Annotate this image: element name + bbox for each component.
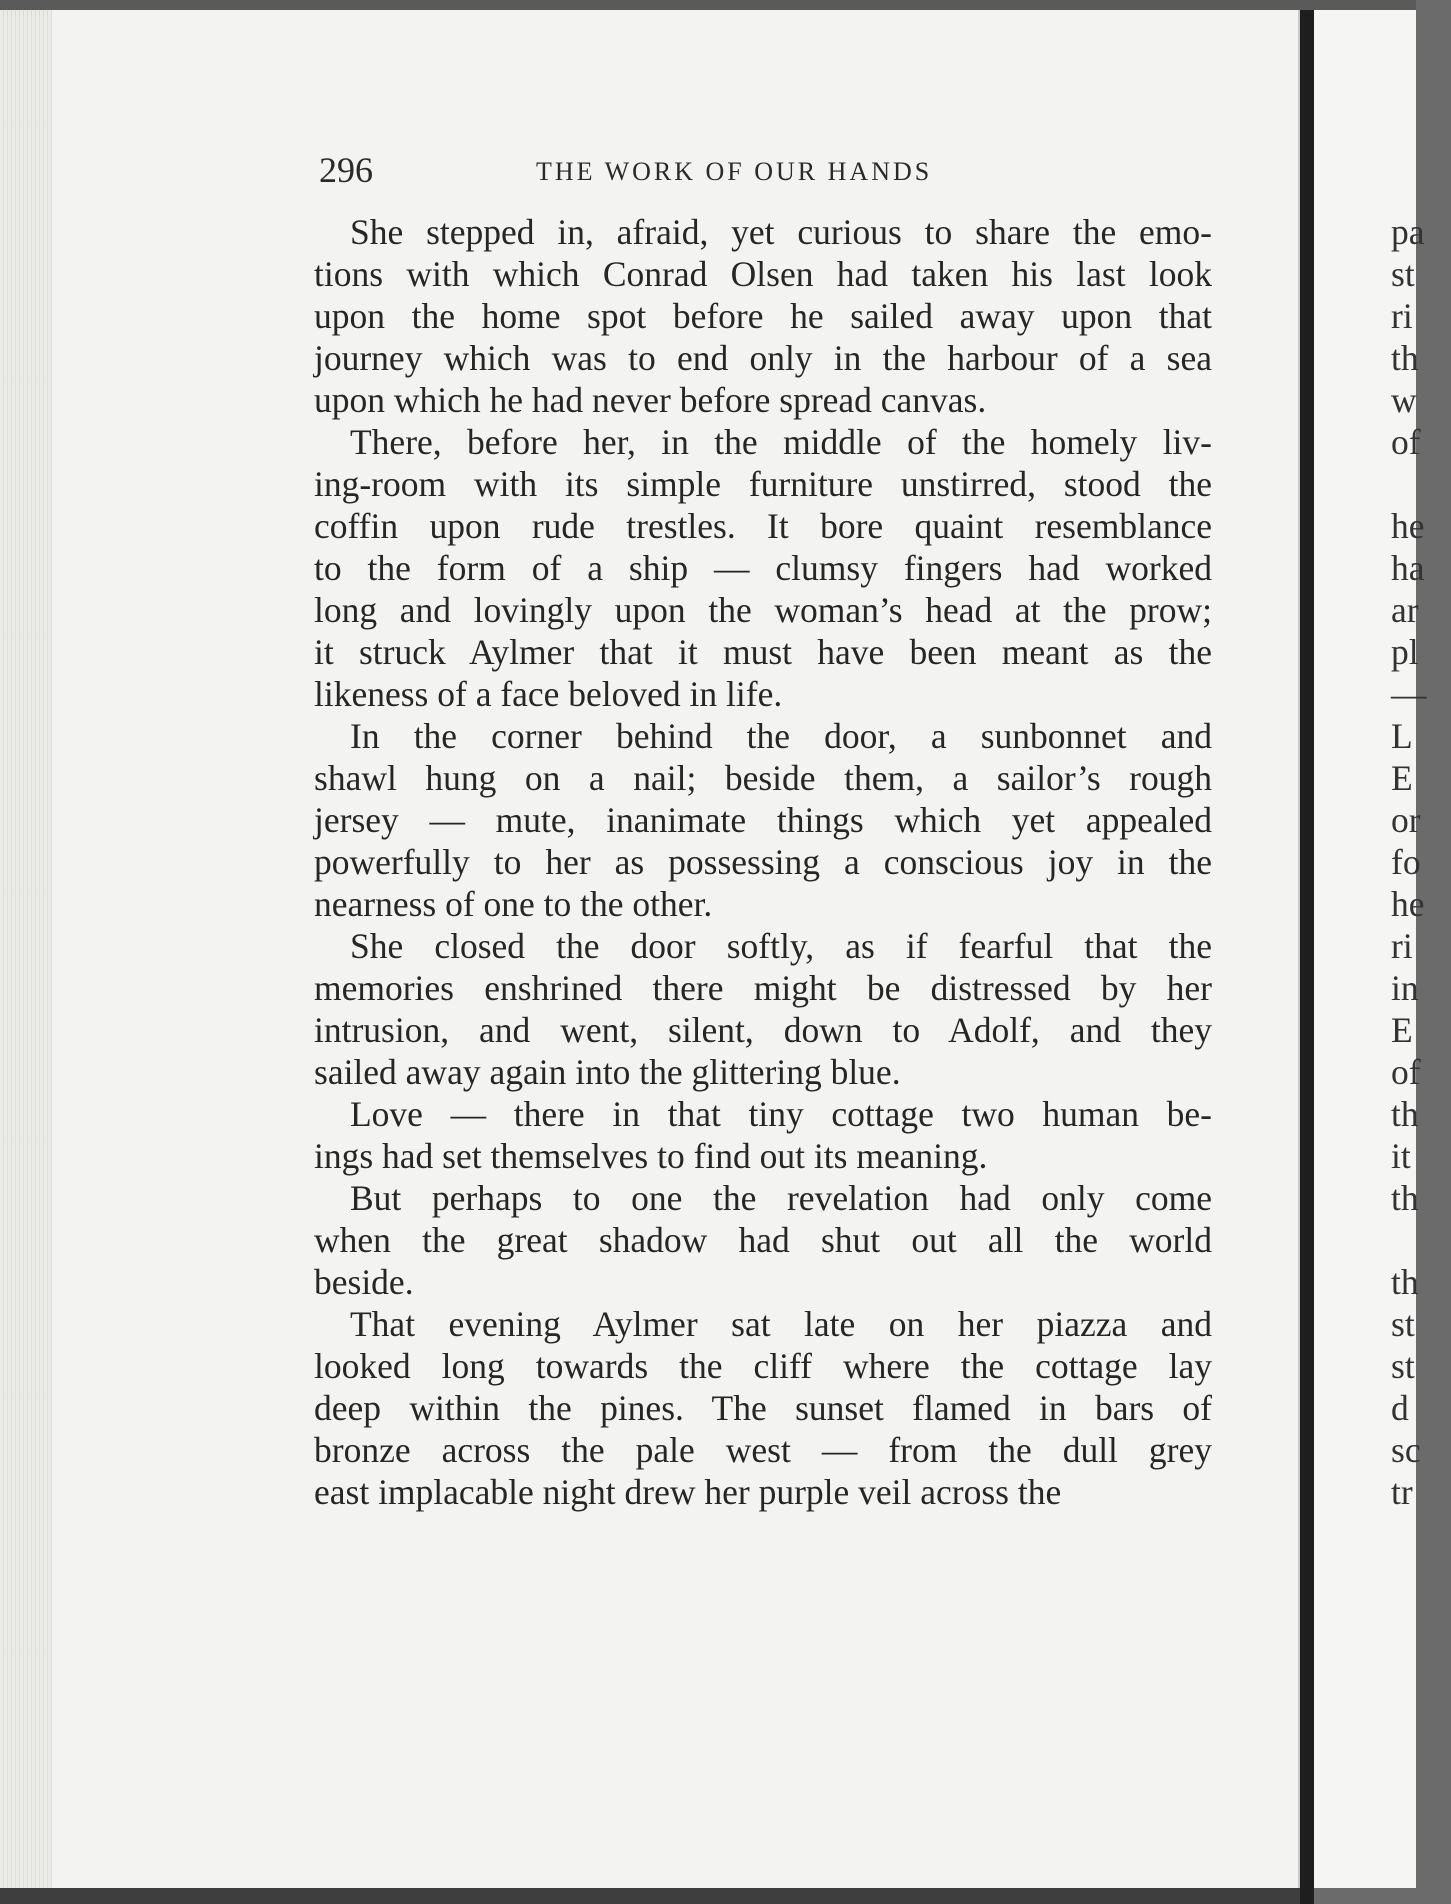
right-page-fragment: or — [1391, 800, 1421, 840]
text-line: But perhaps to one the revelation had only come — [350, 1178, 1212, 1218]
paragraph — [314, 715, 1212, 925]
right-page-fragment: E — [1391, 758, 1413, 798]
text-line: it struck Aylmer that it must have been meant as the — [314, 632, 1212, 672]
right-page-fragment: pl — [1391, 632, 1419, 672]
right-page-fragment: he — [1391, 506, 1425, 546]
right-page-fragment: sc — [1391, 1430, 1421, 1470]
right-page-fragment: tr — [1391, 1472, 1413, 1512]
right-page-fragment: w — [1391, 380, 1417, 420]
right-page-fragment: pa — [1391, 212, 1425, 252]
text-line: likeness of a face beloved in life. — [314, 674, 783, 714]
text-line: beside. — [314, 1262, 414, 1302]
text-line: shawl hung on a nail; beside them, a sailor’s rough — [314, 758, 1212, 798]
right-page-fragment: ar — [1391, 590, 1419, 630]
paragraph — [314, 1177, 1212, 1303]
book-gutter — [1300, 10, 1314, 1904]
scan-bottom-edge — [0, 1888, 1300, 1904]
right-page-fragment: E — [1391, 1010, 1413, 1050]
scan-top-edge — [0, 0, 1416, 10]
paragraph — [314, 1303, 1212, 1513]
paragraph — [314, 925, 1212, 1093]
text-line: nearness of one to the other. — [314, 884, 713, 924]
text-line: long and lovingly upon the woman’s head at the prow; — [314, 590, 1212, 630]
right-page-fragment: ri — [1391, 926, 1413, 966]
right-page-text-fragments — [1391, 211, 1451, 1513]
text-line: jersey — mute, inanimate things which yet appealed — [314, 800, 1212, 840]
text-line: She stepped in, afraid, yet curious to share the emo- — [350, 212, 1212, 252]
text-line: intrusion, and went, silent, down to Adolf, and they — [314, 1010, 1212, 1050]
text-line: east implacable night drew her purple veil across the — [314, 1472, 1062, 1512]
text-line: ing-room with its simple furniture unstirred, stood the — [314, 464, 1212, 504]
text-line: She closed the door softly, as if fearful that the — [350, 926, 1212, 966]
text-line: coffin upon rude trestles. It bore quaint resemblance — [314, 506, 1212, 546]
body-text — [314, 211, 1212, 1513]
right-page-fragment: he — [1391, 884, 1425, 924]
right-page-fragment: ha — [1391, 548, 1425, 588]
right-page-fragment: — — [1391, 674, 1427, 714]
text-line: looked long towards the cliff where the cottage lay — [314, 1346, 1212, 1386]
right-page-fragment: th — [1391, 338, 1419, 378]
text-line: deep within the pines. The sunset flamed in bars of — [314, 1388, 1212, 1428]
right-page-fragment: d — [1391, 1388, 1409, 1428]
paragraph — [314, 211, 1212, 421]
text-line: sailed away again into the glittering blue. — [314, 1052, 901, 1092]
right-page-fragment: th — [1391, 1094, 1419, 1134]
right-page-fragment: in — [1391, 968, 1419, 1008]
text-line: journey which was to end only in the harbour of a sea — [314, 338, 1212, 378]
text-line: bronze across the pale west — from the dull grey — [314, 1430, 1212, 1470]
paragraph — [314, 421, 1212, 715]
text-line: powerfully to her as possessing a conscious joy in the — [314, 842, 1212, 882]
right-page-fragment: st — [1391, 1304, 1415, 1344]
right-page-fragment — [1391, 1219, 1451, 1261]
text-line: to the form of a ship — clumsy fingers had worked — [314, 548, 1212, 588]
right-page-fragment: L — [1391, 716, 1413, 756]
right-page-fragment — [1391, 463, 1451, 505]
text-line: ings had set themselves to find out its meaning. — [314, 1136, 988, 1176]
right-page-fragment: of — [1391, 422, 1421, 462]
right-page-fragment: of — [1391, 1052, 1421, 1092]
text-line: memories enshrined there might be distressed by her — [314, 968, 1212, 1008]
right-page-fragment: st — [1391, 254, 1415, 294]
running-head — [319, 148, 1219, 192]
text-line: upon the home spot before he sailed away upon that — [314, 296, 1212, 336]
right-page-fragment: it — [1391, 1136, 1411, 1176]
page-block-edge — [0, 10, 52, 1888]
page-number: 296 — [319, 150, 373, 190]
text-line: when the great shadow had shut out all the world — [314, 1220, 1212, 1260]
text-line: That evening Aylmer sat late on her piazza and — [350, 1304, 1212, 1344]
paragraph — [314, 1093, 1212, 1177]
right-page-fragment: st — [1391, 1346, 1415, 1386]
text-line: tions with which Conrad Olsen had taken his last look — [314, 254, 1212, 294]
right-page-fragment: th — [1391, 1178, 1419, 1218]
right-page-fragment: th — [1391, 1262, 1419, 1302]
text-line: upon which he had never before spread canvas. — [314, 380, 987, 420]
right-page-fragment: fo — [1391, 842, 1421, 882]
text-line: There, before her, in the middle of the homely liv- — [350, 422, 1212, 462]
text-line: Love — there in that tiny cottage two human be- — [350, 1094, 1212, 1134]
running-title: THE WORK OF OUR HANDS — [536, 157, 933, 186]
text-line: In the corner behind the door, a sunbonnet and — [350, 716, 1212, 756]
right-page-fragment: ri — [1391, 296, 1413, 336]
